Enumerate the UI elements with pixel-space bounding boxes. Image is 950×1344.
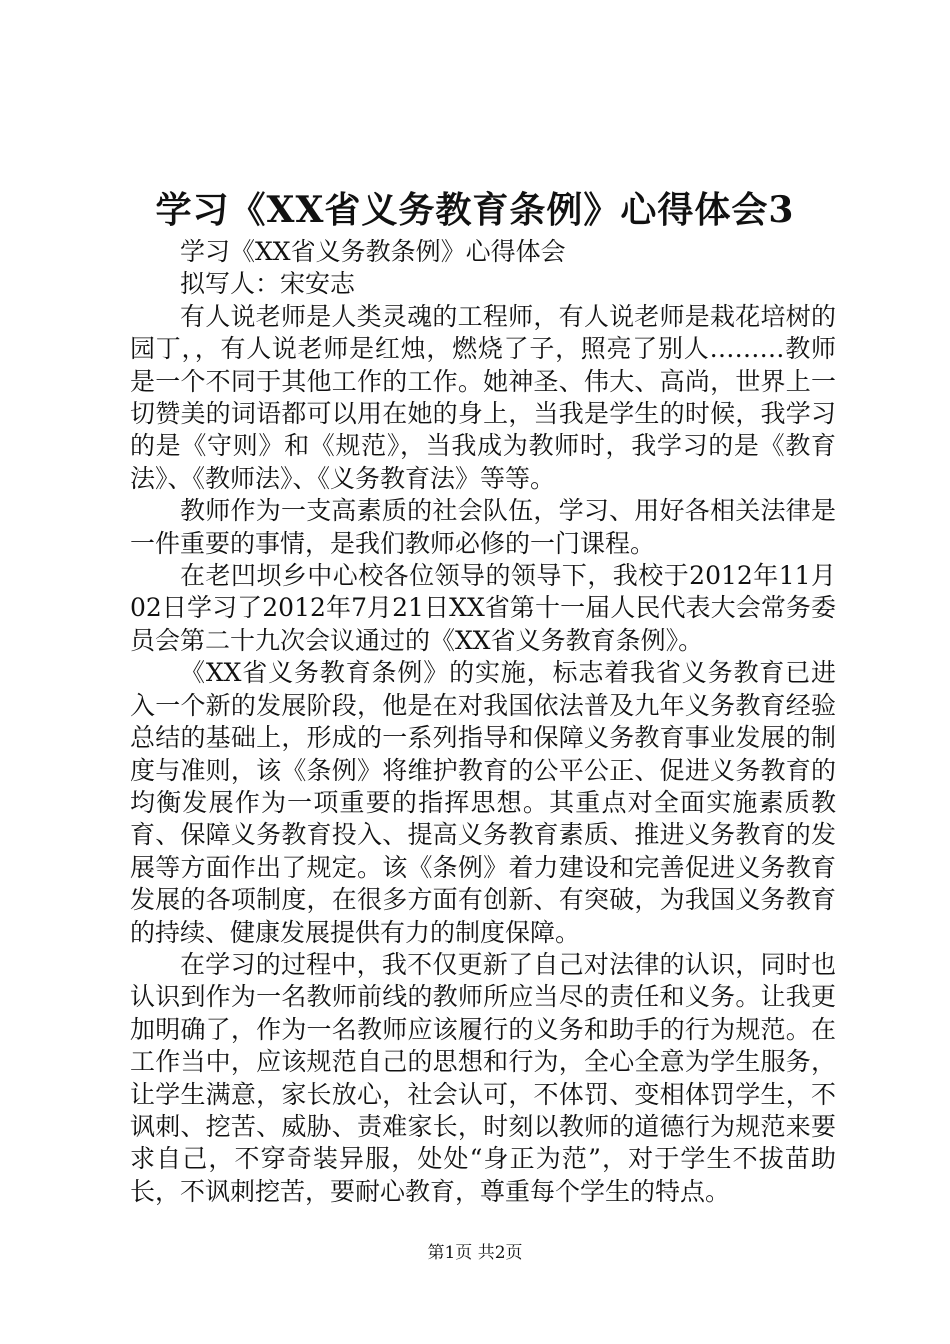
- body-paragraph: 《XX省义务教育条例》的实施，标志着我省义务教育已进入一个新的发展阶段，他是在对我国依法普及九年义务教育经验总结的基础上，形成的一系列指导和保障义务教育事业发展的制度与准则，该《条例》将维护教育的公平公正、促进义务教育的均衡发展作为一项重要的指挥思想。其重点对全面实施素质教育、保障义务教育投入、提高义务教育素质、推进义务教育的发展等方面作出了规定。该《条例》着力建设和完善促进义务教育发展的各项制度，在很多方面有创新、有突破，为我国义务教育的持续、健康发展提供有力的制度保障。: [130, 658, 836, 947]
- body-paragraph: 在学习的过程中，我不仅更新了自己对法律的认识，同时也认识到作为一名教师前线的教师所应当尽的责任和义务。让我更加明确了，作为一名教师应该履行的义务和助手的行为规范。在工作当中，应该规范自己的思想和行为，全心全意为学生服务，让学生满意，家长放心，社会认可，不体罚、变相体罚学生，不讽刺、挖苦、威胁、责难家长，时刻以教师的道德行为规范来要求自己，不穿奇装异服，处处“身正为范”，对于学生不拔苗助长，不讽刺挖苦，要耐心教育，尊重每个学生的特点。: [130, 949, 836, 1206]
- body-paragraph: 在老凹坝乡中心校各位领导的领导下，我校于2012年11月02日学习了2012年7月21日XX省第十一届人民代表大会常务委员会第二十九次会议通过的《XX省义务教育条例》。: [130, 561, 836, 655]
- document-title: 学习《XX省义务教育条例》心得体会3: [155, 189, 795, 231]
- body-paragraph: 有人说老师是人类灵魂的工程师，有人说老师是栽花培树的园丁，，有人说老师是红烛，燃烧了子，照亮了别人………教师是一个不同于其他工作的工作。她神圣、伟大、高尚，世界上一切赞美的词语都可以用在她的身上，当我是学生的时候，我学习的是《守则》和《规范》，当我成为教师时，我学习的是《教育法》、《教师法》、《义务教育法》等等。: [130, 301, 836, 493]
- author-line: 拟写人：宋安志: [180, 269, 356, 299]
- body-paragraph: 教师作为一支高素质的社会队伍，学习、用好各相关法律是一件重要的事情，是我们教师必修的一门课程。: [130, 496, 836, 558]
- page-number-footer: 第1页 共2页: [427, 1243, 523, 1263]
- document-subtitle: 学习《XX省义务教条例》心得体会: [180, 237, 566, 266]
- document-body: [130, 236, 836, 1208]
